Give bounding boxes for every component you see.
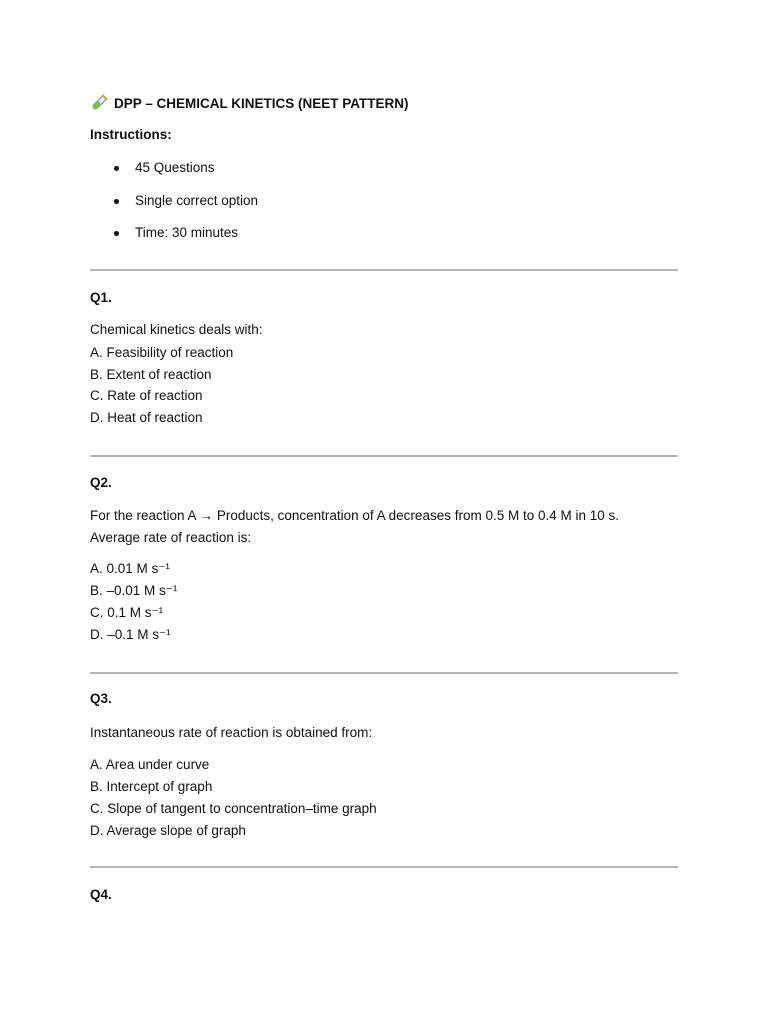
question-2-option-a: A. 0.01 M s⁻¹ — [90, 561, 170, 576]
question-2-option-c: C. 0.1 M s⁻¹ — [90, 605, 164, 620]
question-1-option-b: B. Extent of reaction — [90, 367, 212, 382]
instruction-item: 45 Questions — [90, 158, 258, 191]
document-title — [90, 94, 409, 112]
question-3-label: Q3. — [90, 691, 112, 706]
question-1-option-d: D. Heat of reaction — [90, 410, 203, 425]
question-3-option-d: D. Average slope of graph — [90, 823, 246, 838]
question-2-option-d: D. –0.1 M s⁻¹ — [90, 627, 171, 642]
divider — [90, 269, 678, 271]
title-text: DPP – CHEMICAL KINETICS (NEET PATTERN) — [114, 95, 409, 111]
question-3-option-b: B. Intercept of graph — [90, 779, 213, 794]
instruction-item: Time: 30 minutes — [90, 223, 258, 256]
divider — [90, 455, 678, 457]
question-3-option-c: C. Slope of tangent to concentration–time graph — [90, 801, 377, 816]
question-1-option-a: A. Feasibility of reaction — [90, 345, 234, 360]
instruction-item: Single correct option — [90, 191, 258, 224]
question-2-text-line-1: For the reaction A → Products, concentration of A decreases from 0.5 M to 0.4 M in 10 s. — [90, 508, 620, 523]
question-2-label: Q2. — [90, 475, 112, 490]
question-3-option-a: A. Area under curve — [90, 757, 210, 772]
instructions-list — [90, 158, 258, 256]
question-3-text: Instantaneous rate of reaction is obtained from: — [90, 725, 373, 740]
question-2-text-line-2: Average rate of reaction is: — [90, 530, 252, 545]
instructions-heading: Instructions: — [90, 127, 172, 142]
question-2-option-b: B. –0.01 M s⁻¹ — [90, 583, 178, 598]
test-tube-icon — [90, 94, 108, 112]
question-4-label: Q4. — [90, 887, 112, 902]
divider — [90, 672, 678, 674]
question-1-text: Chemical kinetics deals with: — [90, 322, 263, 337]
question-1-label: Q1. — [90, 290, 112, 305]
question-1-option-c: C. Rate of reaction — [90, 388, 203, 403]
divider — [90, 866, 678, 868]
